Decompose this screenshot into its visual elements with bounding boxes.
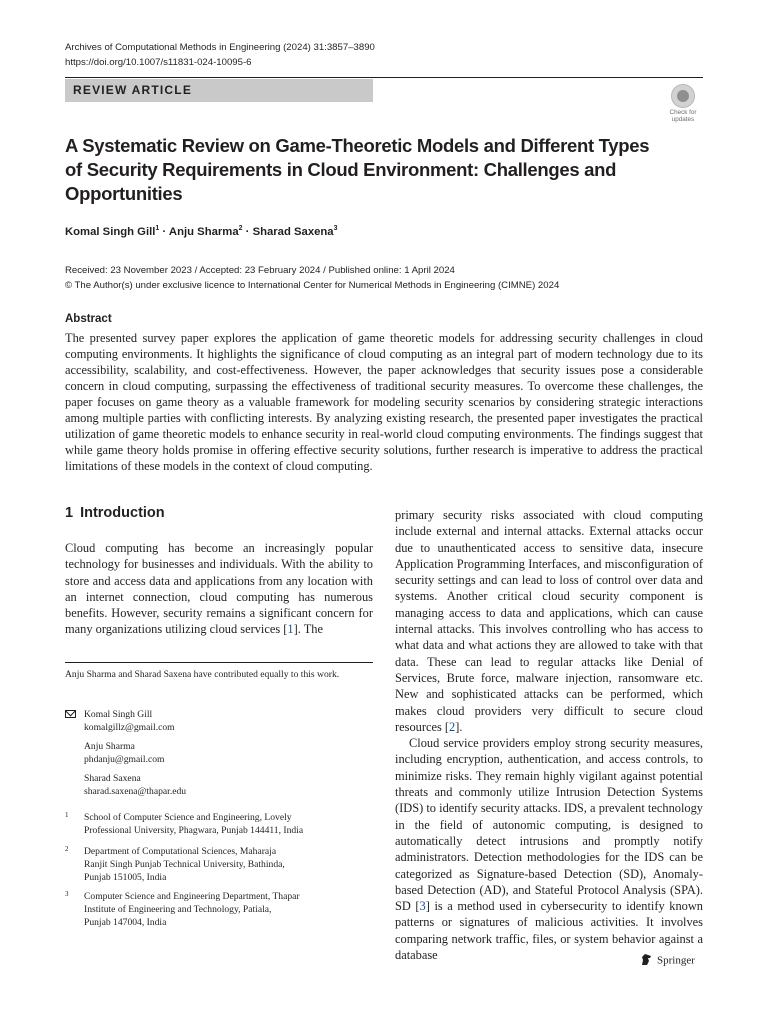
author-separator: · <box>159 225 169 238</box>
body-paragraph: Cloud service providers employ strong security measures, including encryption, authentication, and access controls, to minimize risks. They remain highly vigilant against potential threats and commonly utilize Intrusion Detection Systems (IDS) to identify security attacks. IDS, a prevalent technology in the field of autonomic computing, is designed to automatically detect intrusions and promptly notify administrators. Detection methodologies for the IDS can be categorized as Signature-based Detection (SD), Anomaly-based Detection (AD), and Stateful Protocol Analysis (SPA). SD [3] is a method used in cybersecurity to identify known patterns or signatures of malicious activities. It involves comparing network traffic, files, or system behavior against a database <box>395 736 703 963</box>
intro-paragraph: Cloud computing has become an increasingly popular technology for businesses and individuals. With the ability to store and access data and applications from any location with an internet connection, cloud computing has numerous benefits. However, security remains a significant concern for many organizations utilizing cloud services <box>65 541 373 637</box>
section-heading <box>65 505 165 521</box>
badge-text-2: updates <box>671 116 695 123</box>
body-right-column <box>395 507 703 963</box>
coauthor-contact <box>84 772 373 798</box>
author-email[interactable]: phdanju@gmail.com <box>84 754 165 765</box>
doi-link[interactable]: https://doi.org/10.1007/s11831-024-10095-6 <box>65 57 252 68</box>
corresponding-author <box>84 708 373 734</box>
affiliation-line: Professional University, Phagwara, Punjab 144411, India <box>84 825 304 836</box>
citation-link[interactable]: 1 <box>287 622 294 637</box>
paragraph-text: is a method used in cybersecurity to identify known patterns or signatures of malicious activities. It involves comparing network traffic, files, or system behavior against a database <box>395 899 703 963</box>
affiliation-1 <box>65 811 373 837</box>
publication-history <box>65 263 559 293</box>
intro-paragraph-tail: The <box>303 622 323 637</box>
affiliation-line: Punjab 147004, India <box>84 917 167 928</box>
citation-link[interactable]: 2 <box>449 719 456 734</box>
author-email[interactable]: sharad.saxena@thapar.edu <box>84 786 187 797</box>
affiliation-2 <box>65 845 373 884</box>
author-name: Anju Sharma <box>84 741 135 752</box>
copyright-line: © The Author(s) under exclusive licence to International Center for Numerical Methods in Engineering (CIMNE) 2024 <box>65 280 560 291</box>
paragraph-text: primary security risks associated with cloud computing include external and internal attacks. External attacks occur due to unauthenticated access to sensitive data, insecure Application Programming Interfaces, and misconfiguration of security settings and can lead to loss of control over data and systems. Another critical cloud security component is managing access to data and applications, which can cause internal attacks. This involves controlling who has access to what data and what actions they are allowed to take with that data. These can lead to regular attacks like Denial of Services, Brute force, malware injection, ransomware etc. New and sophisticated attacks can be performed, which makes cloud providers very difficult to secure cloud resources <box>395 508 703 734</box>
article-type-bar <box>65 79 373 102</box>
affiliation-number: 1 <box>65 811 69 819</box>
body-left-column: Cloud computing has become an increasingly popular technology for businesses and individuals. With the ability to store and access data and applications from any location with an internet connection, cloud computing has numerous benefits. However, security remains a significant concern for many organizations utilizing cloud services [1]. The <box>65 541 373 637</box>
author-name[interactable]: Anju Sharma <box>168 225 239 238</box>
contribution-footnote: Anju Sharma and Sharad Saxena have contributed equally to this work. <box>65 669 340 680</box>
affiliation-line: Institute of Engineering and Technology, Patiala, <box>84 904 272 915</box>
abstract-text: The presented survey paper explores the application of game theoretic models for addressing security challenges in cloud computing environments. It highlights the significance of cloud computing as an integral part of modern technology due to its accessibility, scalability, and cost-effectiveness. However, the paper acknowledges that security issues pose a considerable concern in cloud computing, surpassing the effectiveness of traditional security measures. To overcome these challenges, the paper focuses on game theory as a valuable framework for modeling security scenarios by considering strategic interactions among multiple parties with conflicting interests. By analyzing existing research, the presented paper investigates the practical utilization of game theoretic models to enhance security in real-world cloud computing environments. The findings suggest that while game theory holds promise in offering effective security solutions, further research is imperative to address the practical limitations of these models in the context of cloud computing. <box>65 331 703 473</box>
envelope-icon <box>65 710 76 718</box>
coauthor-contact <box>84 740 373 766</box>
author-separator: · <box>242 225 253 238</box>
affiliation-line: Computer Science and Engineering Department, Thapar <box>84 891 300 902</box>
journal-header <box>65 40 375 70</box>
section-title: Introduction <box>80 505 165 521</box>
springer-horse-icon <box>640 953 653 969</box>
affiliation-number: 2 <box>65 845 69 853</box>
author-name[interactable]: Sharad Saxena <box>252 225 334 238</box>
check-for-updates-badge[interactable] <box>664 84 702 124</box>
citation-link[interactable]: 3 <box>419 899 426 914</box>
abstract-heading: Abstract <box>65 313 112 325</box>
footnote-rule <box>65 662 373 663</box>
author-name: Komal Singh Gill <box>84 709 153 720</box>
correspondence-block <box>65 708 373 804</box>
author-affiliation-mark: 2 <box>238 225 243 232</box>
publisher-logo <box>640 953 695 969</box>
author-email[interactable]: komalgillz@gmail.com <box>84 722 175 733</box>
check-for-updates-icon <box>671 84 695 108</box>
author-name: Sharad Saxena <box>84 773 141 784</box>
author-name[interactable]: Komal Singh Gill <box>65 225 156 238</box>
author-affiliation-mark: 3 <box>333 225 338 232</box>
affiliation-line: Department of Computational Sciences, Maharaja <box>84 846 277 857</box>
history-dates: Received: 23 November 2023 / Accepted: 23 February 2024 / Published online: 1 April 2024 <box>65 265 455 276</box>
paper-title: A Systematic Review on Game-Theoretic Models and Different Types of Security Requirements in Cloud Environment: Challenges and Opportunities <box>65 135 650 204</box>
affiliation-line: School of Computer Science and Engineering, Lovely <box>84 812 292 823</box>
article-type-label: REVIEW ARTICLE <box>73 83 193 97</box>
section-number: 1 <box>65 505 74 521</box>
affiliation-3 <box>65 890 373 929</box>
author-list <box>65 225 337 238</box>
affiliation-line: Ranjit Singh Punjab Technical University, Bathinda, <box>84 859 285 870</box>
journal-citation: Archives of Computational Methods in Engineering (2024) 31:3857–3890 <box>65 42 375 53</box>
affiliation-line: Punjab 151005, India <box>84 872 167 883</box>
header-rule <box>65 77 703 78</box>
badge-text-1: Check for <box>669 109 697 116</box>
paragraph-text: Cloud service providers employ strong security measures, including encryption, authentication, and access controls, to minimize risks. They remain highly vigilant against potential threats and commonly utilize Intrusion Detection Systems (IDS) to identify security attacks. IDS, a prevalent technology in the field of autonomic computing, is designed to automatically detect intrusions and promptly notify administrators. Detection methodologies for the IDS can be categorized as Signature-based Detection (SD), Anomaly-based Detection (AD), and Stateful Protocol Analysis (SPA). SD <box>395 736 703 914</box>
author-affiliation-mark: 1 <box>155 225 160 232</box>
affiliation-number: 3 <box>65 890 69 898</box>
body-paragraph: primary security risks associated with cloud computing include external and internal attacks. External attacks occur due to unauthenticated access to sensitive data, insecure Application Programming Interfaces, and misconfiguration of security settings and can lead to loss of control over data and systems. Another critical cloud security component is managing access to data and applications, which can cause internal attacks. This involves controlling who has access to what data and what actions they are allowed to take with that data. These can lead to regular attacks like Denial of Services, Brute force, malware injection, ransomware etc. New and sophisticated attacks can be performed, which makes cloud providers very difficult to secure cloud resources [2]. <box>395 508 703 734</box>
publisher-name: Springer <box>657 954 695 967</box>
